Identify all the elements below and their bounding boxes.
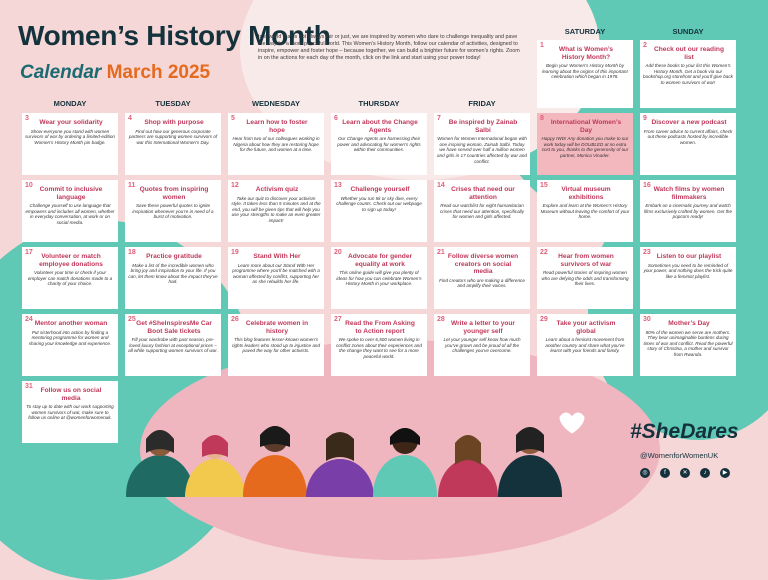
day-title: Volunteer or match employee donations <box>39 253 103 268</box>
day-description: Show everyone you stand with women survivors of war by ordering a limited-edition Women’s History Month pin badge. <box>25 128 115 145</box>
day-description: Sometimes you need to be reminded of your power, and nothing does the trick quite like a feminist playlist. <box>643 262 733 279</box>
page-title: Women’s History Month <box>18 20 331 51</box>
day-number: 4 <box>128 115 132 122</box>
day-title: Challenge yourself <box>350 186 410 193</box>
day-title: Wear your solidarity <box>39 119 103 126</box>
day-description: Find creators who are making a difference and amplify their voices. <box>439 277 525 289</box>
day-number: 30 <box>643 316 651 323</box>
day-number: 3 <box>25 115 29 122</box>
day-number: 16 <box>643 182 651 189</box>
day-title: Follow diverse women creators on social media <box>447 253 519 276</box>
day-description: Explore and learn at the Women’s History Museum without leaving the comfort of your home. <box>540 203 630 220</box>
day-number: 13 <box>334 182 342 189</box>
day-title: Quotes from inspiring women <box>139 186 209 201</box>
day-description: Read our watchlist for eight humanitarian crises that need our attention, specifically for women and girls affected. <box>439 203 524 220</box>
day-title: What is Women’s History Month? <box>558 46 614 61</box>
day-title: Discover a new podcast <box>651 119 727 126</box>
subtitle-prefix: Calendar <box>20 62 102 83</box>
day-title: Crises that need our attention <box>451 186 515 201</box>
facebook-icon[interactable]: f <box>660 468 670 478</box>
day-number: 31 <box>25 383 33 390</box>
day-title: Watch films by women filmmakers <box>653 186 725 201</box>
weekday-tuesday: TUESDAY <box>155 99 191 108</box>
day-description: Begin your Women’s History Month by learning about the origins of this important celebration which began in 1978. <box>542 63 628 80</box>
weekday-wednesday: WEDNESDAY <box>251 99 301 108</box>
day-number: 7 <box>437 115 441 122</box>
day-title: Learn how to foster hope <box>246 119 308 134</box>
calendar-day-24[interactable] <box>22 314 118 376</box>
calendar-day-28[interactable] <box>434 314 530 376</box>
day-description: Happy IWD! Any donation you make to our work today will be DOUBLED at no extra cost to you, thanks to the generosity of our partner, Monica Vinader. <box>541 136 629 158</box>
day-title: Celebrate women in history <box>245 320 309 335</box>
day-description: Read powerful stories of inspiring women who are defying the odds and transforming their lives. <box>541 270 629 287</box>
day-number: 25 <box>128 316 136 323</box>
day-title: Activism quiz <box>255 186 299 193</box>
calendar-day-10[interactable] <box>22 180 118 242</box>
day-title: Take your activism global <box>556 320 616 335</box>
day-number: 6 <box>334 115 338 122</box>
day-number: 27 <box>334 316 342 323</box>
calendar-day-5[interactable] <box>228 113 324 175</box>
women-illustration <box>100 395 600 497</box>
calendar-day-8[interactable] <box>537 113 633 175</box>
day-number: 22 <box>540 249 548 256</box>
instagram-icon[interactable]: ◎ <box>640 468 650 478</box>
calendar-day-12[interactable] <box>228 180 324 242</box>
calendar-day-16[interactable] <box>640 180 736 242</box>
weekday-thursday: THURSDAY <box>358 99 400 108</box>
weekday-friday: FRIDAY <box>468 99 496 108</box>
day-title: International Women’s Day <box>550 119 622 134</box>
calendar-day-21[interactable] <box>434 247 530 309</box>
day-number: 19 <box>231 249 239 256</box>
tiktok-icon[interactable]: ♪ <box>700 468 710 478</box>
calendar-day-4[interactable] <box>125 113 221 175</box>
day-description: Put sisterhood into action by finding a mentoring programme for women and sharing your knowledge and experience. <box>28 329 112 346</box>
day-description: From career advice to current affairs, check out these podcasts hosted by incredible women. <box>643 128 733 145</box>
social-icons <box>640 468 730 478</box>
page-subtitle <box>20 62 210 84</box>
day-description: 80% of the women we serve are mothers. They bear unimaginable burdens during times of war and conflict. Read the powerful story of Christina, a mother and survivor from Rwanda. <box>643 329 733 357</box>
day-description: This online guide will give you plenty of ideas for how you can celebrate Women’s History Month in your workplace. <box>336 270 422 287</box>
calendar-day-1[interactable] <box>537 40 633 108</box>
calendar-day-2[interactable] <box>640 40 736 108</box>
day-number: 14 <box>437 182 445 189</box>
day-title: Shop with purpose <box>144 119 204 126</box>
day-description: This blog features lesser-known women’s rights leaders who stood up to injustice and paved the way for other activists. <box>231 337 321 354</box>
day-number: 20 <box>334 249 342 256</box>
day-description: Make a list of the incredible women who bring joy and inspiration to your life. If you can, let them know about the impact they’ve had. <box>128 262 218 285</box>
day-number: 24 <box>25 316 33 323</box>
calendar-day-13[interactable] <box>331 180 427 242</box>
day-title: Virtual museum exhibitions <box>561 186 611 201</box>
day-number: 10 <box>25 182 33 189</box>
weekday-saturday: SATURDAY <box>564 27 606 36</box>
day-number: 23 <box>643 249 651 256</box>
day-number: 29 <box>540 316 548 323</box>
day-description: Challenge yourself to use language that empowers and includes all women, whether in everyday conversation, at work or on social media. <box>25 203 115 225</box>
calendar-day-7[interactable] <box>434 113 530 175</box>
day-title: Advocate for gender equality at work <box>347 253 413 268</box>
weekday-sunday: SUNDAY <box>672 27 704 36</box>
calendar-day-19[interactable] <box>228 247 324 309</box>
day-title: Follow us on social media <box>40 387 102 402</box>
calendar-day-25[interactable] <box>125 314 221 376</box>
day-title: Practice gratitude <box>146 253 202 260</box>
day-number: 17 <box>25 249 33 256</box>
day-number: 21 <box>437 249 445 256</box>
day-number: 2 <box>643 42 647 49</box>
calendar-day-27[interactable] <box>331 314 427 376</box>
calendar-day-15[interactable] <box>537 180 633 242</box>
calendar-day-6[interactable] <box>331 113 427 175</box>
day-description: Save these powerful quotes to ignite inspiration whenever you’re in need of a burst of motivation. <box>132 203 214 220</box>
day-title: Get #ShelnspiresMe Car Boot Sale tickets <box>136 320 212 335</box>
day-number: 5 <box>231 115 235 122</box>
day-description: To stay up to date with our work supporting women survivors of war, make sure to follow us online at @womenforwomenuk. <box>26 404 114 421</box>
day-description: Hear from two of our colleagues working in Nigeria about how they are restoring hope for the future, and women at a time. <box>232 136 320 153</box>
calendar-day-30[interactable] <box>640 314 736 376</box>
day-description: Learn more about our Stand With Her programme where you’ll be matched with a woman affected by conflict, supporting her as she rebuilds her life. <box>232 262 320 285</box>
x-icon[interactable]: ✕ <box>680 468 690 478</box>
calendar-day-9[interactable] <box>640 113 736 175</box>
calendar-day-29[interactable] <box>537 314 633 376</box>
campaign-hashtag: #SheDares <box>630 420 739 443</box>
calendar-day-20[interactable] <box>331 247 427 309</box>
day-number: 28 <box>437 316 445 323</box>
day-title: Check out our reading list <box>654 46 724 61</box>
calendar-day-11[interactable] <box>125 180 221 242</box>
calendar-day-17[interactable] <box>22 247 118 309</box>
day-title: Learn about the Change Agents <box>342 119 418 134</box>
day-description: Find out how our generous corporate partners are supporting women survivors of war this International Women’s Day. <box>128 128 218 145</box>
day-number: 8 <box>540 115 544 122</box>
intro-text: In a world that is not always fair or just, we are inspired by women who dare to challenge inequality and pave the way for a more peaceful world. This Women’s History Month, follow our calendar of activities, designed to inspire, empower and foster hope – because together, we can build a brighter future for women’s rights. Zoom in on the actions for each day of the month, click on the link and start using your power today! <box>258 34 520 61</box>
day-description: We spoke to over 6,500 women living in conflict zones about their experiences and the change they want to see for a more peaceful world. <box>336 337 422 359</box>
day-number: 1 <box>540 42 544 49</box>
calendar-day-3[interactable] <box>22 113 118 175</box>
calendar-day-23[interactable] <box>640 247 736 309</box>
day-description: Fill your wardrobe with past season, pre-loved luxury fashion at exceptional prices – all while supporting women survivors of war. <box>128 337 218 354</box>
illustration-figures <box>126 413 584 497</box>
day-description: Volunteer your time or check if your employer can match donations made to a charity of your choice. <box>27 270 113 287</box>
calendar-day-18[interactable] <box>125 247 221 309</box>
calendar-day-22[interactable] <box>537 247 633 309</box>
day-description: Add these books to your list this Women’s History Month. Get a book via our bookshop.org storefront and you’ll give back to women survivors of war! <box>643 63 733 85</box>
day-description: Embark on a cinematic journey and watch films exclusively crafted by women. Get the popcorn ready! <box>643 203 733 220</box>
day-number: 26 <box>231 316 239 323</box>
subtitle-month: March 2025 <box>106 62 211 83</box>
day-description: Take our quiz to discover your activism style. It takes less than 5 minutes and at the end, you will be given tips that will help you use your strengths to make an even greater impact! <box>231 195 321 223</box>
day-title: Mentor another woman <box>34 320 108 327</box>
day-number: 15 <box>540 182 548 189</box>
day-title: Commit to inclusive language <box>39 186 103 201</box>
day-title: Stand With Her <box>253 253 301 260</box>
calendar-day-14[interactable] <box>434 180 530 242</box>
day-number: 12 <box>231 182 239 189</box>
day-description: Let your younger self know how much you’ve grown and be proud of all the challenges you’ve overcome. <box>443 337 521 354</box>
day-number: 18 <box>128 249 136 256</box>
day-description: Learn about a feminist movement from another country and share what you’ve learnt with your friends and family. <box>545 337 625 354</box>
day-description: Our Change Agents are harnessing their power and advocating for women’s rights within their communities. <box>337 136 421 153</box>
day-description: Women for Women International began with one inspiring woman, Zainab Salbi. Today we have served over half a million women and girls in 17 countries affected by war and conflict. <box>437 136 527 164</box>
weekday-monday: MONDAY <box>53 99 87 108</box>
day-title: Be inspired by Zainab Salbi <box>448 119 518 134</box>
day-title: Listen to our playlist <box>656 253 722 260</box>
social-handle[interactable]: @WomenforWomenUK <box>640 451 719 460</box>
day-title: Write a letter to your younger self <box>451 320 515 335</box>
day-title: Hear from women survivors of war <box>558 253 614 268</box>
day-number: 9 <box>643 115 647 122</box>
day-title: Mother’s Day <box>668 320 710 327</box>
youtube-icon[interactable]: ▶ <box>720 468 730 478</box>
day-description: Whether you run 5k or sky dive, every challenge counts. Check out our webpage to sign up today! <box>336 195 422 212</box>
calendar-day-26[interactable] <box>228 314 324 376</box>
day-number: 11 <box>128 182 136 189</box>
day-title: Read the From Asking to Action report <box>345 320 415 335</box>
